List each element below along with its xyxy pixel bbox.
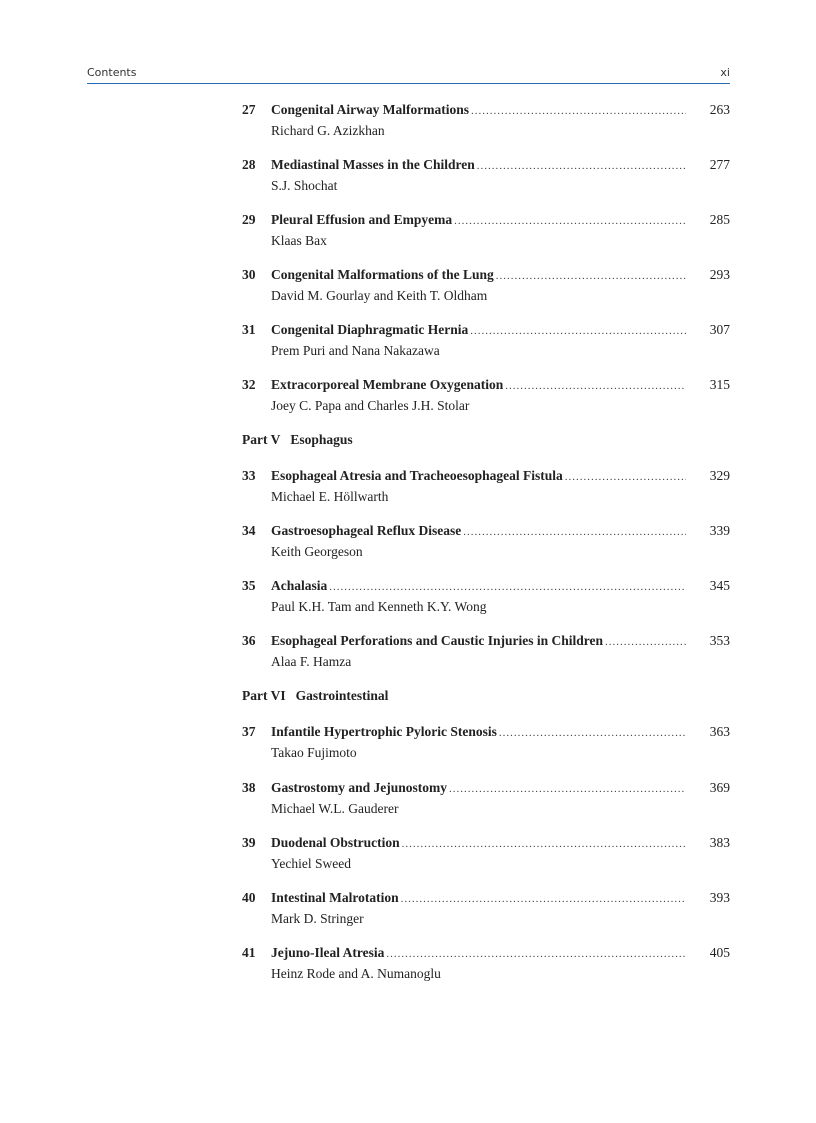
toc-entry-37[interactable] (242, 722, 730, 762)
dot-leader (499, 724, 686, 743)
toc-entry-38[interactable] (242, 778, 730, 818)
toc-entry-27[interactable] (242, 100, 730, 140)
toc-entry-35[interactable] (242, 576, 730, 616)
chapter-page-number: 329 (709, 468, 730, 483)
chapter-author: S.J. Shochat (271, 178, 338, 193)
toc-entry-30[interactable] (242, 265, 730, 305)
toc-entry-32[interactable] (242, 375, 730, 415)
toc-entry-28[interactable] (242, 155, 730, 195)
chapter-page-number: 339 (709, 523, 730, 538)
chapter-title: Extracorporeal Membrane Oxygenation (271, 377, 504, 392)
part-title: Esophagus (290, 432, 353, 447)
chapter-page-number: 383 (709, 835, 730, 850)
chapter-author: Klaas Bax (271, 233, 327, 248)
chapter-number: 41 (242, 945, 256, 960)
chapter-title: Intestinal Malrotation (271, 890, 399, 905)
toc-entry-33[interactable] (242, 466, 730, 506)
chapter-number: 28 (242, 157, 256, 172)
chapter-page-number: 307 (709, 322, 730, 337)
chapter-author: Michael E. Höllwarth (271, 489, 389, 504)
chapter-author: Alaa F. Hamza (271, 654, 352, 669)
part-heading-esophagus[interactable] (242, 430, 353, 449)
chapter-page-number: 393 (709, 890, 730, 905)
chapter-author: Keith Georgeson (271, 544, 363, 559)
chapter-number: 32 (242, 377, 256, 392)
chapter-page-number: 353 (709, 633, 730, 648)
dot-leader (496, 267, 686, 286)
dot-leader (505, 377, 686, 396)
chapter-title: Achalasia (271, 578, 328, 593)
chapter-author: Yechiel Sweed (271, 856, 351, 871)
toc-entry-39[interactable] (242, 833, 730, 873)
chapter-title: Gastroesophageal Reflux Disease (271, 523, 462, 538)
chapter-number: 37 (242, 724, 256, 739)
toc-entry-34[interactable] (242, 521, 730, 561)
chapter-title: Jejuno-Ileal Atresia (271, 945, 385, 960)
chapter-number: 40 (242, 890, 256, 905)
toc-entry-31[interactable] (242, 320, 730, 360)
chapter-page-number: 369 (709, 780, 730, 795)
header-page-number: xi (720, 66, 730, 79)
header-section-title: Contents (87, 66, 137, 79)
chapter-author: Paul K.H. Tam and Kenneth K.Y. Wong (271, 599, 487, 614)
chapter-title: Mediastinal Masses in the Children (271, 157, 475, 172)
chapter-page-number: 405 (709, 945, 730, 960)
part-heading-gastrointestinal[interactable] (242, 686, 388, 705)
chapter-author: Heinz Rode and A. Numanoglu (271, 966, 441, 981)
chapter-title: Pleural Effusion and Empyema (271, 212, 453, 227)
dot-leader (605, 633, 686, 652)
running-header (87, 64, 730, 84)
chapter-author: David M. Gourlay and Keith T. Oldham (271, 288, 488, 303)
dot-leader (386, 945, 686, 964)
dot-leader (449, 780, 686, 799)
chapter-title: Esophageal Perforations and Caustic Injuries in Children (271, 633, 604, 648)
chapter-number: 33 (242, 468, 256, 483)
chapter-title: Congenital Airway Malformations (271, 102, 469, 117)
chapter-number: 36 (242, 633, 256, 648)
chapter-page-number: 277 (709, 157, 730, 172)
toc-entry-29[interactable] (242, 210, 730, 250)
dot-leader (402, 835, 686, 854)
dot-leader (401, 890, 686, 909)
chapter-number: 38 (242, 780, 256, 795)
chapter-title: Congenital Diaphragmatic Hernia (271, 322, 469, 337)
dot-leader (477, 157, 686, 176)
chapter-author: Joey C. Papa and Charles J.H. Stolar (271, 398, 470, 413)
part-label: Part VI (242, 688, 286, 703)
part-title: Gastrointestinal (295, 688, 389, 703)
chapter-page-number: 263 (709, 102, 730, 117)
toc-entry-40[interactable] (242, 888, 730, 928)
dot-leader (463, 523, 686, 542)
chapter-number: 39 (242, 835, 256, 850)
dot-leader (471, 102, 686, 121)
chapter-page-number: 285 (709, 212, 730, 227)
chapter-number: 27 (242, 102, 256, 117)
chapter-title: Infantile Hypertrophic Pyloric Stenosis (271, 724, 497, 739)
chapter-page-number: 293 (709, 267, 730, 282)
chapter-number: 34 (242, 523, 256, 538)
chapter-author: Prem Puri and Nana Nakazawa (271, 343, 440, 358)
part-label: Part V (242, 432, 281, 447)
chapter-author: Michael W.L. Gauderer (271, 801, 399, 816)
chapter-number: 30 (242, 267, 256, 282)
dot-leader (470, 322, 686, 341)
dot-leader (454, 212, 686, 231)
chapter-number: 35 (242, 578, 256, 593)
chapter-page-number: 315 (709, 377, 730, 392)
chapter-author: Mark D. Stringer (271, 911, 364, 926)
toc-entry-41[interactable] (242, 943, 730, 983)
chapter-page-number: 363 (709, 724, 730, 739)
chapter-number: 29 (242, 212, 256, 227)
chapter-page-number: 345 (709, 578, 730, 593)
chapter-number: 31 (242, 322, 256, 337)
toc-entry-36[interactable] (242, 631, 730, 671)
chapter-author: Takao Fujimoto (271, 745, 357, 760)
dot-leader (565, 468, 686, 487)
dot-leader (329, 578, 686, 597)
chapter-title: Duodenal Obstruction (271, 835, 400, 850)
chapter-title: Gastrostomy and Jejunostomy (271, 780, 448, 795)
chapter-title: Esophageal Atresia and Tracheoesophageal Fistula (271, 468, 563, 483)
chapter-title: Congenital Malformations of the Lung (271, 267, 494, 282)
chapter-author: Richard G. Azizkhan (271, 123, 385, 138)
